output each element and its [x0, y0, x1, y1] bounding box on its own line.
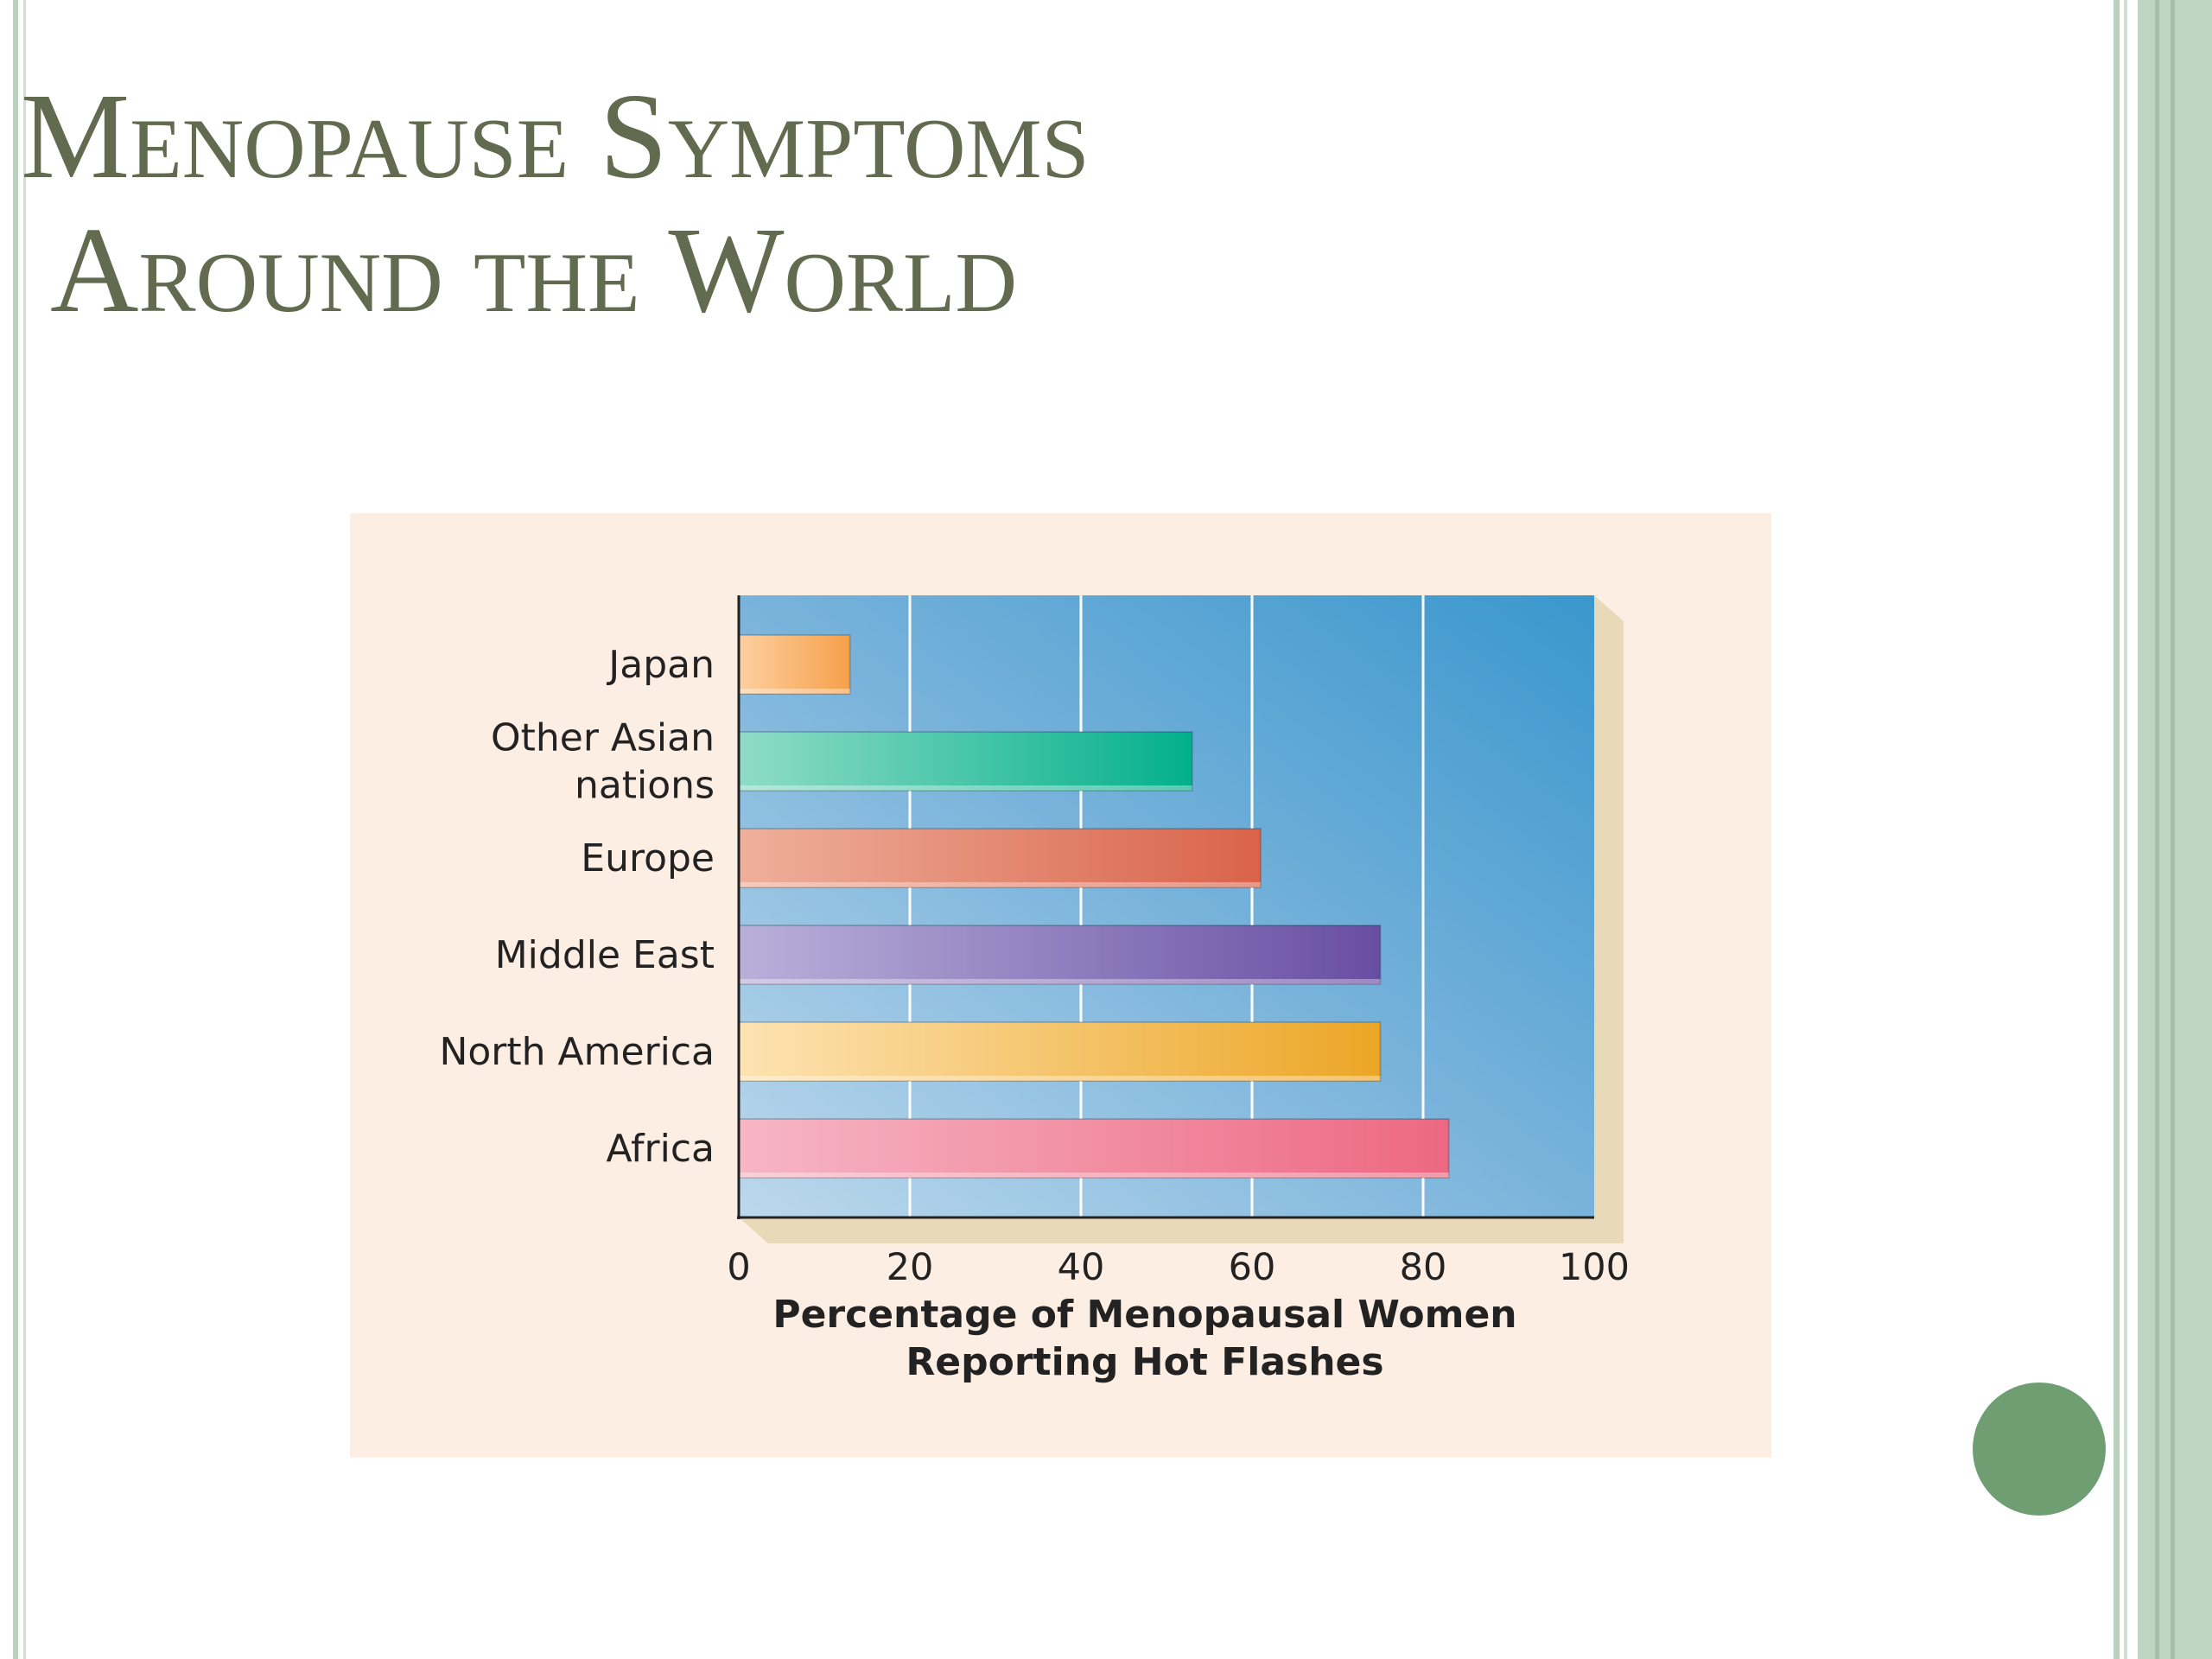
slide-title-line-2: Around the World: [50, 201, 1017, 338]
x-axis-label-line-1: Percentage of Menopausal Women: [772, 1293, 1517, 1337]
category-label: Middle East: [494, 933, 715, 977]
bar-highlight: [739, 689, 850, 694]
plot-area-shadow: [1594, 595, 1624, 1243]
chart-panel: [350, 513, 1771, 1458]
bar-highlight: [739, 1076, 1381, 1081]
category-label: Other Asian: [490, 715, 715, 760]
next-slide-button[interactable]: [1973, 1382, 2106, 1516]
x-axis-label-line-2: Reporting Hot Flashes: [906, 1340, 1384, 1384]
frame-line-right-1: [2113, 0, 2120, 1659]
bar: [739, 829, 1261, 887]
bar-chart: [350, 513, 1771, 1458]
category-label: Europe: [581, 836, 715, 880]
frame-band-right-line-1: [2155, 0, 2159, 1659]
bar: [739, 925, 1381, 984]
slide-title-line-1: Menopause Symptoms: [21, 67, 1090, 204]
frame-line-right-2: [2124, 0, 2127, 1659]
frame-line-left: [13, 0, 18, 1659]
frame-band-right-line-2: [2171, 0, 2175, 1659]
bar-highlight: [739, 1173, 1449, 1178]
bar-highlight: [739, 979, 1381, 984]
bar: [739, 635, 850, 694]
frame-line-left-thin: [23, 0, 26, 1659]
category-label: Japan: [608, 643, 715, 687]
x-tick-label: 100: [1558, 1246, 1630, 1289]
bar-highlight: [739, 882, 1261, 887]
plot-area-shadow-bottom: [739, 1217, 1624, 1243]
x-tick-label: 20: [886, 1246, 934, 1289]
x-tick-label: 60: [1228, 1246, 1276, 1289]
x-tick-label: 0: [727, 1246, 751, 1289]
bar: [739, 1022, 1381, 1081]
category-label: nations: [574, 763, 715, 808]
bar: [739, 732, 1192, 791]
bar: [739, 1119, 1449, 1178]
x-tick-label: 40: [1057, 1246, 1105, 1289]
x-tick-label: 80: [1399, 1246, 1447, 1289]
category-label: Africa: [606, 1127, 715, 1171]
category-label: North America: [439, 1030, 715, 1074]
frame-band-right: [2138, 0, 2212, 1659]
bar-highlight: [739, 785, 1192, 791]
